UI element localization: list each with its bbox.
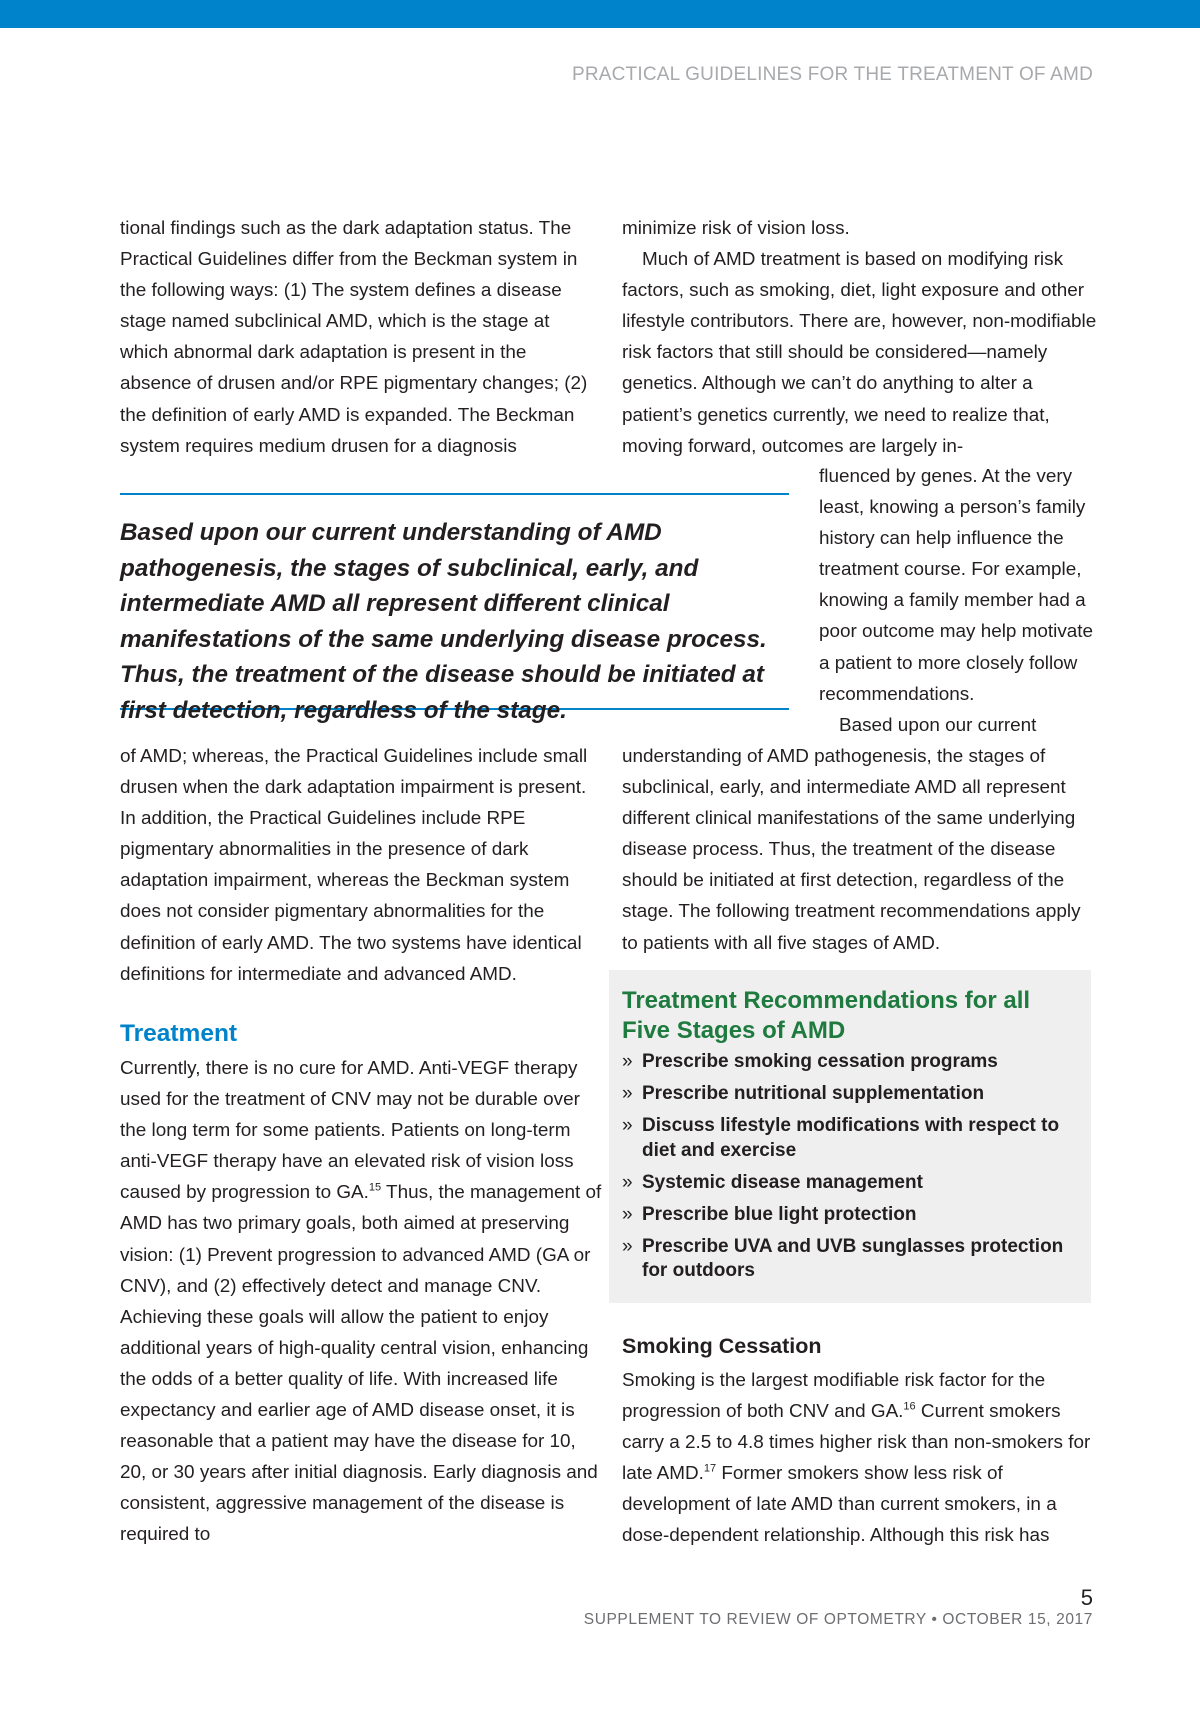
treatment-text-2: Thus, the management of AMD has two primary goals, both aimed at preserving vision: (1) Prevent progression to advanced AMD (GA or CNV), and (2) effectively detect and manage CNV. Achieving these goals will allow the patient to enjoy additional years of high-quality central vision, enhancing the odds of a better quality of life. With increased life expectancy and earlier age of AMD disease onset, it is reasonable that a patient may have the disease for 10, 20, or 30 years after initial diagnosis. Early diagnosis and consistent, aggressive management of the disease is required to xyxy=(120,1182,602,1546)
running-head: PRACTICAL GUIDELINES FOR THE TREATMENT OF AMD xyxy=(571,64,1093,85)
treatment-text-1: Currently, there is no cure for AMD. Anti-VEGF therapy used for the treatment of CNV may not be durable over the long term for some patients. Patients on long-term anti-VEGF therapy have an elevated risk of vision loss caused by progression to GA. xyxy=(120,1058,580,1204)
chevron-right-icon: » xyxy=(622,1171,633,1193)
chevron-right-icon: » xyxy=(622,1203,633,1225)
top-color-bar xyxy=(0,0,1200,28)
list-item: » Prescribe smoking cessation programs xyxy=(622,1050,1077,1075)
list-item: » Prescribe UVA and UVB sunglasses protection for outdoors xyxy=(622,1235,1064,1281)
left-column-bottom xyxy=(120,1053,602,1551)
list-item: » Prescribe nutritional supplementation xyxy=(622,1082,1077,1107)
list-item: » Discuss lifestyle modifications with respect to diet and exercise xyxy=(622,1115,1060,1161)
chevron-right-icon: » xyxy=(622,1235,633,1257)
reference-17: 17 xyxy=(703,1462,717,1475)
narrow-paragraph: fluenced by genes. At the very least, knowing a person’s family history can help influence the treatment course. For example, knowing a family member had a poor outcome may help motivate a patient to more closely follow recommendations. xyxy=(819,466,1094,705)
right-column-narrow xyxy=(819,461,1104,741)
chevron-right-icon: » xyxy=(622,1083,633,1104)
recommendations-list xyxy=(622,1050,1077,1291)
reference-16: 16 xyxy=(903,1400,916,1413)
reference-15: 15 xyxy=(368,1182,382,1195)
pull-quote-text: Based upon our current understanding of AMD pathogenesis, the stages of subclinical, early, and intermediate AMD all represent different clinical manifestations of the same underlying disease process. Thus, the treatment of the disease should be initiated at first detection, regardless of the stage. xyxy=(120,519,767,724)
left-mid-paragraph: of AMD; whereas, the Practical Guidelines include small drusen when the dark adaptation impairment is present. In addition, the Practical Guidelines include RPE pigmentary abnormalities in the presence of dark adaptation impairment, whereas the Beckman system does not consider pigmentary abnormalities for the definition of early AMD. The two systems have identical definitions for intermediate and advanced AMD. xyxy=(120,746,588,985)
smoking-paragraph: Smoking is the largest modifiable risk factor for the progression of both CNV and GA.$^{16}$ Current smokers carry a 2.5 to 4.8 times higher risk than non-smokers for late AMD.$^{17}$ Former smokers show less risk of development of late AMD than current smokers, in a dose-dependent relationship. Although this risk has xyxy=(622,1370,1091,1547)
right-column-bottom xyxy=(622,1365,1100,1552)
treatment-heading: Treatment xyxy=(120,1020,238,1047)
pull-quote xyxy=(120,493,789,724)
left-column-mid xyxy=(120,741,602,990)
left-column-top xyxy=(120,213,602,462)
sidebar-title: Treatment Recommendations for all Five Stages of AMD xyxy=(622,987,1031,1044)
list-item: » Systemic disease management xyxy=(622,1171,1077,1196)
chevron-right-icon: » xyxy=(622,1115,633,1136)
recommendations-sidebar xyxy=(609,970,1091,1303)
right-mid-paragraph: understanding of AMD pathogenesis, the stages of subclinical, early, and intermediate AMD all represent different clinical manifestations of the same underlying disease process. Thus, the treatment of the disease should be initiated at first detection, regardless of the stage. The following treatment recommendations apply to patients with all five stages of AMD. xyxy=(622,746,1081,954)
smoking-heading: Smoking Cessation xyxy=(622,1334,822,1358)
left-top-paragraph: tional findings such as the dark adaptation status. The Practical Guidelines differ from the Beckman system in the following ways: (1) The system defines a disease stage named subclinical AMD, which is the stage at which abnormal dark adaptation is present in the absence of drusen and/or RPE pigmentary changes; (2) the definition of early AMD is expanded. The Beckman system requires medium drusen for a diagnosis xyxy=(120,218,588,457)
right-column-mid xyxy=(622,741,1100,959)
list-item: » Prescribe blue light protection xyxy=(622,1203,1077,1228)
right-column-top xyxy=(622,213,1100,462)
treatment-paragraph xyxy=(120,1053,602,1551)
publication-footer: SUPPLEMENT TO REVIEW OF OPTOMETRY • OCTOBER 15, 2017 xyxy=(583,1611,1093,1628)
narrow-paragraph-start: Based upon our current xyxy=(839,714,1037,736)
right-top-line: minimize risk of vision loss. xyxy=(622,218,850,239)
chevron-right-icon: » xyxy=(622,1051,633,1072)
right-top-paragraph: Much of AMD treatment is based on modifying risk factors, such as smoking, diet, light exposure and other lifestyle contributors. There are, however, non-modifiable risk factors that still should be considered—namely genetics. Although we can’t do anything to alter a patient’s genetics currently, we need to realize that, moving forward, outcomes are largely in- xyxy=(622,249,1097,457)
page-number: 5 xyxy=(1080,1585,1093,1610)
